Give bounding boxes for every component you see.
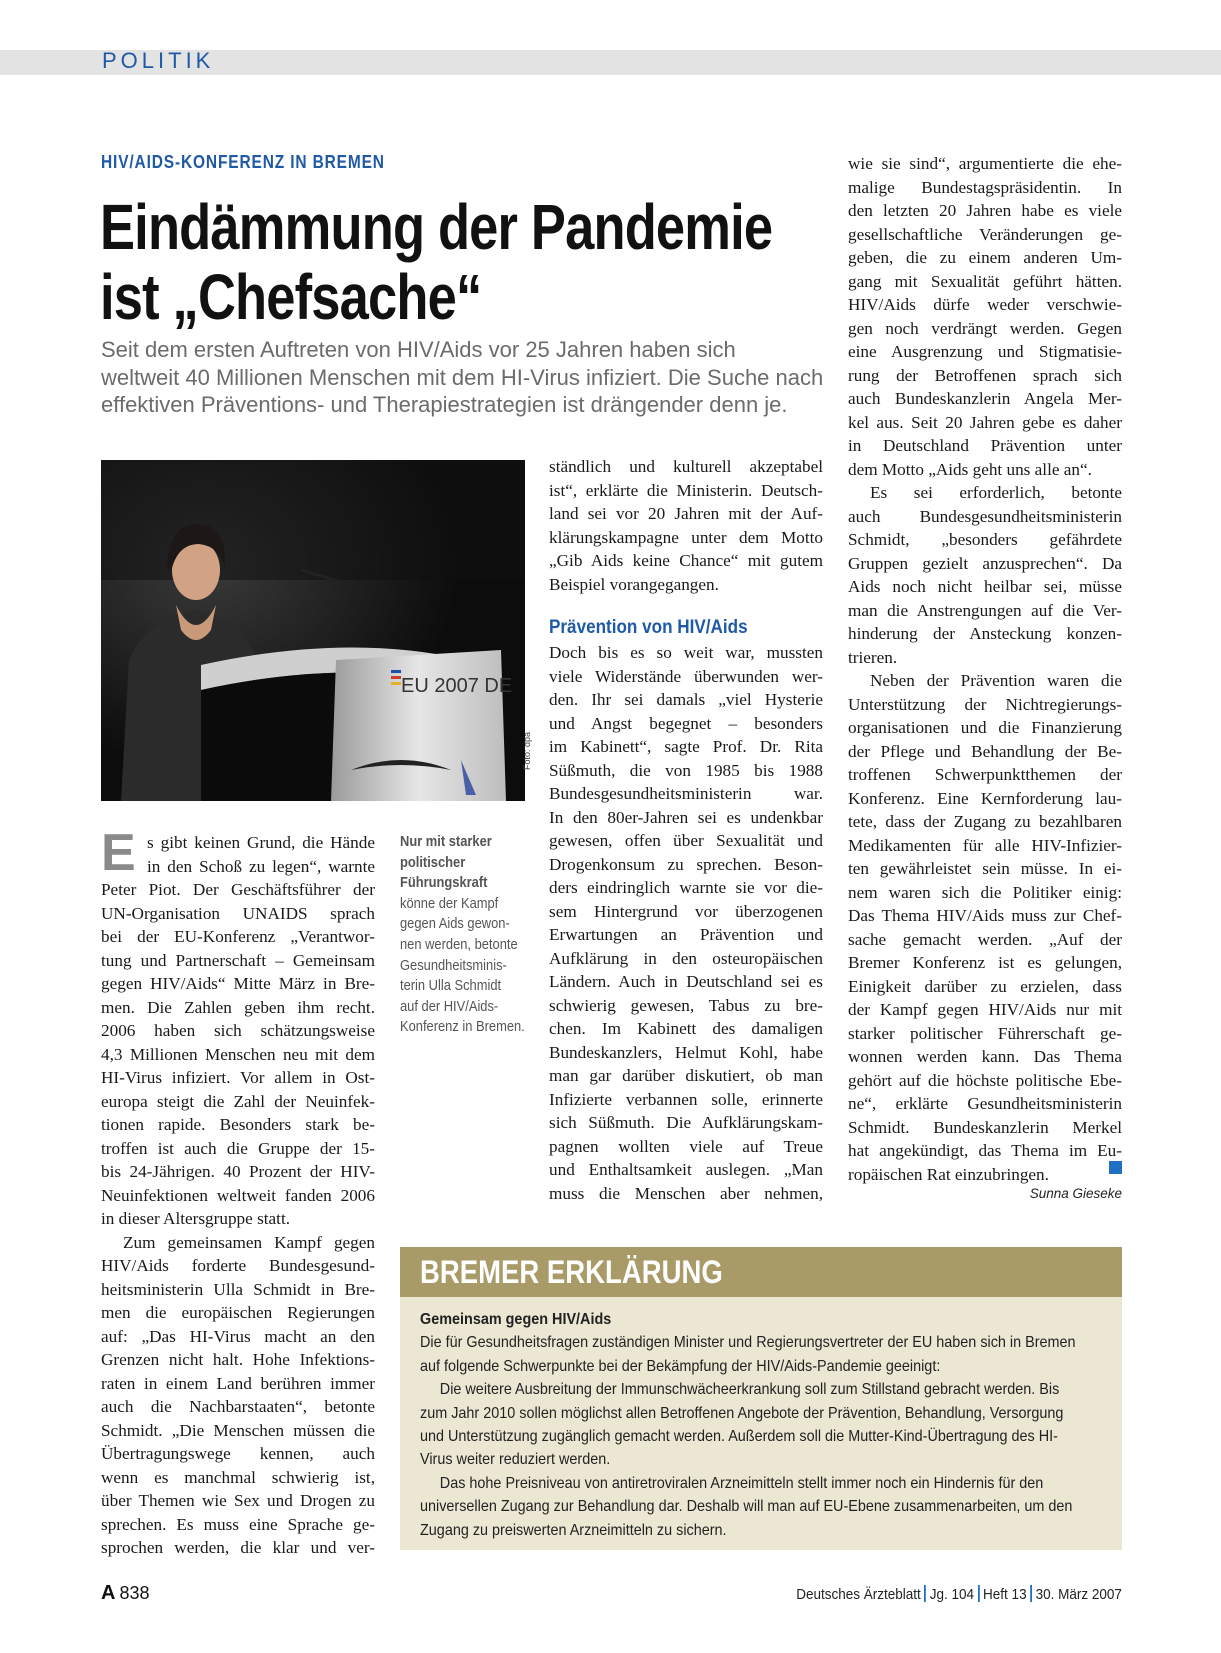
body-line: Übertragungswege kennen, auch [101,1444,375,1463]
body-line: ständlich und kulturell akzeptabel [549,457,823,476]
body-line: Neuinfektionen weltweit fanden 2006 [101,1185,375,1205]
body-line: sich Süßmuth. Die Aufklärungskam- [549,1113,823,1132]
body-line: men. Die Zahlen geben ihm recht. [101,997,375,1017]
body-line: auf: „Das HI-Virus macht an den [101,1326,375,1346]
body-line: HIV/Aids forderte Bundesgesund- [101,1256,375,1275]
article-column-3-top [549,455,823,596]
body-line: europa steigt die Zahl der Neuinfek- [101,1091,375,1111]
body-line: UN-Organisation UNAIDS sprach [101,903,375,923]
body-line: in den Schoß zu legen“, warnte [147,856,375,876]
body-line: wonnen werden kann. Das Thema [848,1047,1122,1066]
body-line: 4,3 Millionen Menschen neu mit dem [101,1044,375,1064]
body-line: hinderung der Ansteckung konzen- [848,624,1122,643]
body-line: hat angekündigt, das Thema im Eu- [848,1141,1122,1160]
body-line: ders eindringlich warnte sie vor die- [549,878,823,897]
body-line: Schmidt, „besonders gefährdete [848,530,1122,549]
body-line: raten in einem Land berühren immer [101,1373,375,1393]
body-line: muss die Menschen aber nehmen, [549,1183,823,1203]
body-line: rung der Betroffenen sprach sich [848,365,1122,385]
body-line: der Pflege und Behandlung der Be- [848,741,1122,761]
body-line: s gibt keinen Grund, die Hände [147,833,375,852]
caption-line: Führungskraft [400,874,488,892]
body-line: Drogenkonsum zu sprechen. Beson- [549,854,823,874]
photo-caption [400,832,535,1038]
body-line: ne“, erklärte Gesundheitsministerin [848,1094,1122,1113]
body-line: und Enthaltsamkeit auslegen. „Man [549,1160,823,1179]
body-line: ropäischen Rat einzubringen. [848,1164,1049,1184]
body-line: Neben der Prävention waren die [870,671,1122,690]
body-line: Zum gemeinsamen Kampf gegen [123,1232,375,1252]
info-box-subtitle: Gemeinsam gegen HIV/Aids [420,1311,612,1328]
caption-line: Nur mit starker [400,833,492,850]
page-prefix: A [101,1582,116,1604]
lectern-text: EU 2007 DE [401,675,513,697]
journal-date: 30. März 2007 [1035,1586,1122,1603]
headline-line: Eindämmung der Pandemie [100,191,773,263]
article-column-3-bottom [549,641,823,1205]
body-line: In den 80er-Jahren sei es undenkbar [549,807,823,827]
body-line: kel aus. Seit 20 Jahren gebe es daher [848,412,1122,432]
body-line: Beispiel vorangegangen. [549,574,719,594]
body-line: men die europäischen Regierungen [101,1303,375,1322]
body-line: in dieser Altersgruppe statt. [101,1209,291,1228]
body-line: ten gewährleistet sein müsse. In ei- [848,859,1122,878]
lead-line: weltweit 40 Millionen Menschen mit dem HI-Virus infiziert. Die Suche nach [101,364,824,390]
body-line: bei der EU-Konferenz „Verantwor- [101,927,375,946]
info-box-line: Die für Gesundheitsfragen zuständigen Minister und Regierungsvertreter der EU haben sich in Bremen [420,1334,1076,1352]
body-line: nem waren sich die Politiker einig: [848,882,1122,902]
body-line: Bundesgesundheitsministerin war. [549,784,823,803]
article-lead [101,336,831,419]
body-line: auch die Nachbarstaaten“, betonte [101,1397,375,1416]
article-column-4 [848,152,1122,1186]
body-line: Infizierte verbannen solle, erinnerte [549,1089,823,1109]
body-line: Erwartungen an Prävention und [549,925,823,944]
body-line: Es sei erforderlich, betonte [870,483,1122,502]
body-line: viele Widerstände überwunden wer- [549,666,823,686]
body-line: Gruppen gezielt anzusprechen“. Da [848,553,1122,573]
body-line: Das Thema HIV/Aids muss zur Chef- [848,906,1122,925]
body-line: trieren. [848,647,898,667]
info-box-line: und Unterstützung zugänglich gemacht werden. Außerdem soll die Mutter-Kind-Übertragung des HI- [420,1428,1058,1446]
body-line: Aids noch nicht heilbar sei, müsse [848,577,1122,596]
body-line: schwierig gewesen, Tabus zu bre- [549,995,823,1015]
body-line: Aufklärung in den osteuropäischen [549,948,823,968]
info-box-line: auf folgende Schwerpunkte bei der Bekämpfung der HIV/Aids-Pandemie geeinigt: [420,1357,941,1375]
headline-line: ist „Chefsache“ [100,261,482,333]
body-line: gen noch verdrängt werden. Gegen [848,318,1122,338]
journal-volume: Jg. 104 [929,1586,975,1603]
body-line: Süßmuth, die von 1985 bis 1988 [549,760,823,780]
body-line: und Angst begegnet – besonders [549,713,823,733]
body-line: sache gemacht werden. „Auf der [848,929,1122,949]
end-mark-icon [1109,1161,1122,1174]
body-line: HIV/Aids dürfe weder verschwie- [848,295,1122,314]
body-line: Einigkeit darüber zu erzielen, dass [848,976,1122,996]
body-line: pagnen wollten viele auf Treue [549,1136,823,1156]
photo-credit: Foto: dpa [522,731,532,770]
info-box-line: Die weitere Ausbreitung der Immunschwächeerkrankung soll zum Stillstand gebracht werden. Bis [439,1381,1060,1399]
body-line: wie sie sind“, argumentierte die ehe- [848,154,1122,173]
info-box-line: Zugang zu preiswerten Arzneimitteln zu sichern. [420,1521,727,1539]
body-line: Schmidt. Bundeskanzlerin Merkel [848,1117,1122,1137]
caption-line: gegen Aids gewon- [400,915,510,933]
lead-line: effektiven Präventions- und Therapiestrategien ist drängender denn je. [101,392,788,417]
footer-separator [924,1585,926,1602]
body-line: tung und Partnerschaft – Gemeinsam [101,950,375,970]
body-line: heitsministerin Ulla Schmidt in Bre- [101,1279,375,1299]
info-box-line: Virus weiter reduziert werden. [420,1451,611,1469]
body-line: sprechen. Es muss eine Sprache ge- [101,1514,375,1534]
body-line: troffenen Schwerpunktthemen der [848,765,1122,784]
body-line: starker politischer Führerschaft ge- [848,1023,1122,1043]
body-line: chen. Im Kabinett des damaligen [549,1019,823,1038]
info-box-line: universellen Zugang zur Behandlung dar. Deshalb will man auf EU-Ebene zusammenarbeiten, um den [420,1498,1073,1516]
body-line: troffen ist auch die Gruppe der 15- [101,1138,375,1158]
info-box-body [420,1308,1110,1542]
journal-name: Deutsches Ärzteblatt [796,1586,921,1603]
caption-line: könne der Kampf [400,894,499,912]
page-number-value: 838 [119,1583,150,1603]
body-line: gehört auf die höchste politische Ebe- [848,1070,1122,1090]
journal-footer [796,1585,1122,1603]
body-line: gesellschaftliche Veränderungen ge- [848,224,1122,244]
article-kicker: HIV/AIDS-KONFERENZ IN BREMEN [101,152,385,172]
body-line: sem Hintergrund vor überzogenen [549,901,823,921]
body-line: man gar darüber diskutiert, ob man [549,1066,823,1085]
info-box-line: zum Jahr 2010 sollen möglichst allen Betroffenen Angebote der Prävention, Behandlung, Versorgung [420,1404,1064,1422]
body-line: im Kabinett“, sagte Prof. Dr. Rita [549,737,823,756]
caption-line: Konferenz in Bremen. [400,1018,525,1036]
body-line: HI-Virus infiziert. Vor allem in Ost- [101,1068,375,1087]
caption-line: terin Ulla Schmidt [400,977,502,995]
body-line: sprochen werden, die klar und ver- [101,1538,375,1557]
body-line: tionen rapide. Besonders stark be- [101,1115,375,1134]
body-line: Ländern. Auch in Deutschland sei es [549,972,823,991]
page-number [101,1582,150,1605]
caption-line: politischer [400,853,466,871]
info-box-line: Das hohe Preisniveau von antiretroviralen Arzneimitteln stellt immer noch ein Hindernis für den [439,1474,1044,1492]
caption-line: nen werden, betonte [400,935,518,953]
section-label: POLITIK [102,48,215,73]
lead-line: Seit dem ersten Auftreten von HIV/Aids vor 25 Jahren haben sich [101,337,736,362]
body-line: den letzten 20 Jahren habe es viele [848,201,1122,220]
article-author: Sunna Gieseke [1029,1186,1122,1201]
body-line: Konferenz. Eine Kernforderung lau- [848,788,1122,808]
body-line: geben, die zu einem anderen Um- [848,248,1122,267]
body-line: organisationen und die Finanzierung [848,718,1122,737]
body-line: gewesen, offen über Sexualität und [549,831,823,850]
footer-separator [978,1585,980,1602]
body-line: klärungskampagne unter dem Motto [549,527,823,547]
body-line: tete, dass der Zugang zu bezahlbaren [848,812,1122,831]
body-line: auch Bundeskanzlerin Angela Mer- [848,389,1122,408]
article-column-1 [101,824,375,1560]
body-line: Bundeskanzlers, Helmut Kohl, habe [549,1042,823,1062]
body-line: eine Ausgrenzung und Stigmatisie- [848,342,1122,361]
body-line: malige Bundestagspräsidentin. In [848,177,1122,197]
body-line: Medikamenten für alle HIV-Infizier- [848,835,1122,855]
photo-illustration [101,460,525,801]
body-line: land sei vor 20 Jahren mit der Auf- [549,504,823,523]
body-line: der Kampf gegen HIV/Aids nur mit [848,1000,1122,1019]
body-line: gang mit Sexualität geführt hätten. [848,271,1122,291]
body-line: ist“, erklärte die Ministerin. Deutsch- [549,480,823,500]
body-line: Unterstützung der Nichtregierungs- [848,694,1122,714]
article-photo [101,460,525,801]
body-line: Grenzen nicht halt. Hohe Infektions- [101,1350,375,1369]
body-line: auch Bundesgesundheitsministerin [848,506,1122,526]
article-headline [100,191,773,333]
body-line: „Gib Aids keine Chance“ mit gutem [549,551,823,570]
body-line: über Themen wie Sex und Drogen zu [101,1491,375,1510]
body-line: 2006 haben sich schätzungsweise [101,1021,375,1040]
body-line: bis 24-Jährigen. 40 Prozent der HIV- [101,1162,375,1181]
footer-separator [1030,1585,1032,1602]
body-line: man die Anstrengungen auf die Ver- [848,600,1122,620]
drop-cap: E [101,824,136,882]
caption-line: Gesundheitsminis- [400,956,507,974]
body-line: gegen HIV/Aids“ Mitte März in Bre- [101,974,375,993]
body-line: Doch bis es so weit war, mussten [549,643,823,662]
journal-issue: Heft 13 [983,1586,1027,1603]
article-subhead: Prävention von HIV/Aids [549,617,748,638]
caption-line: auf der HIV/Aids- [400,997,499,1015]
body-line: Schmidt. „Die Menschen müssen die [101,1420,375,1440]
body-line: den. Ihr sei damals „viel Hysterie [549,690,823,709]
body-line: Peter Piot. Der Geschäftsführer der [101,880,375,899]
body-line: Bremer Konferenz ist es gelungen, [848,953,1122,972]
body-line: in Deutschland Prävention unter [848,436,1122,455]
info-box-title: BREMER ERKLÄRUNG [420,1254,723,1290]
body-line: dem Motto „Aids geht uns alle an“. [848,459,1092,479]
body-line: wenn es manchmal schwierig ist, [101,1467,375,1487]
